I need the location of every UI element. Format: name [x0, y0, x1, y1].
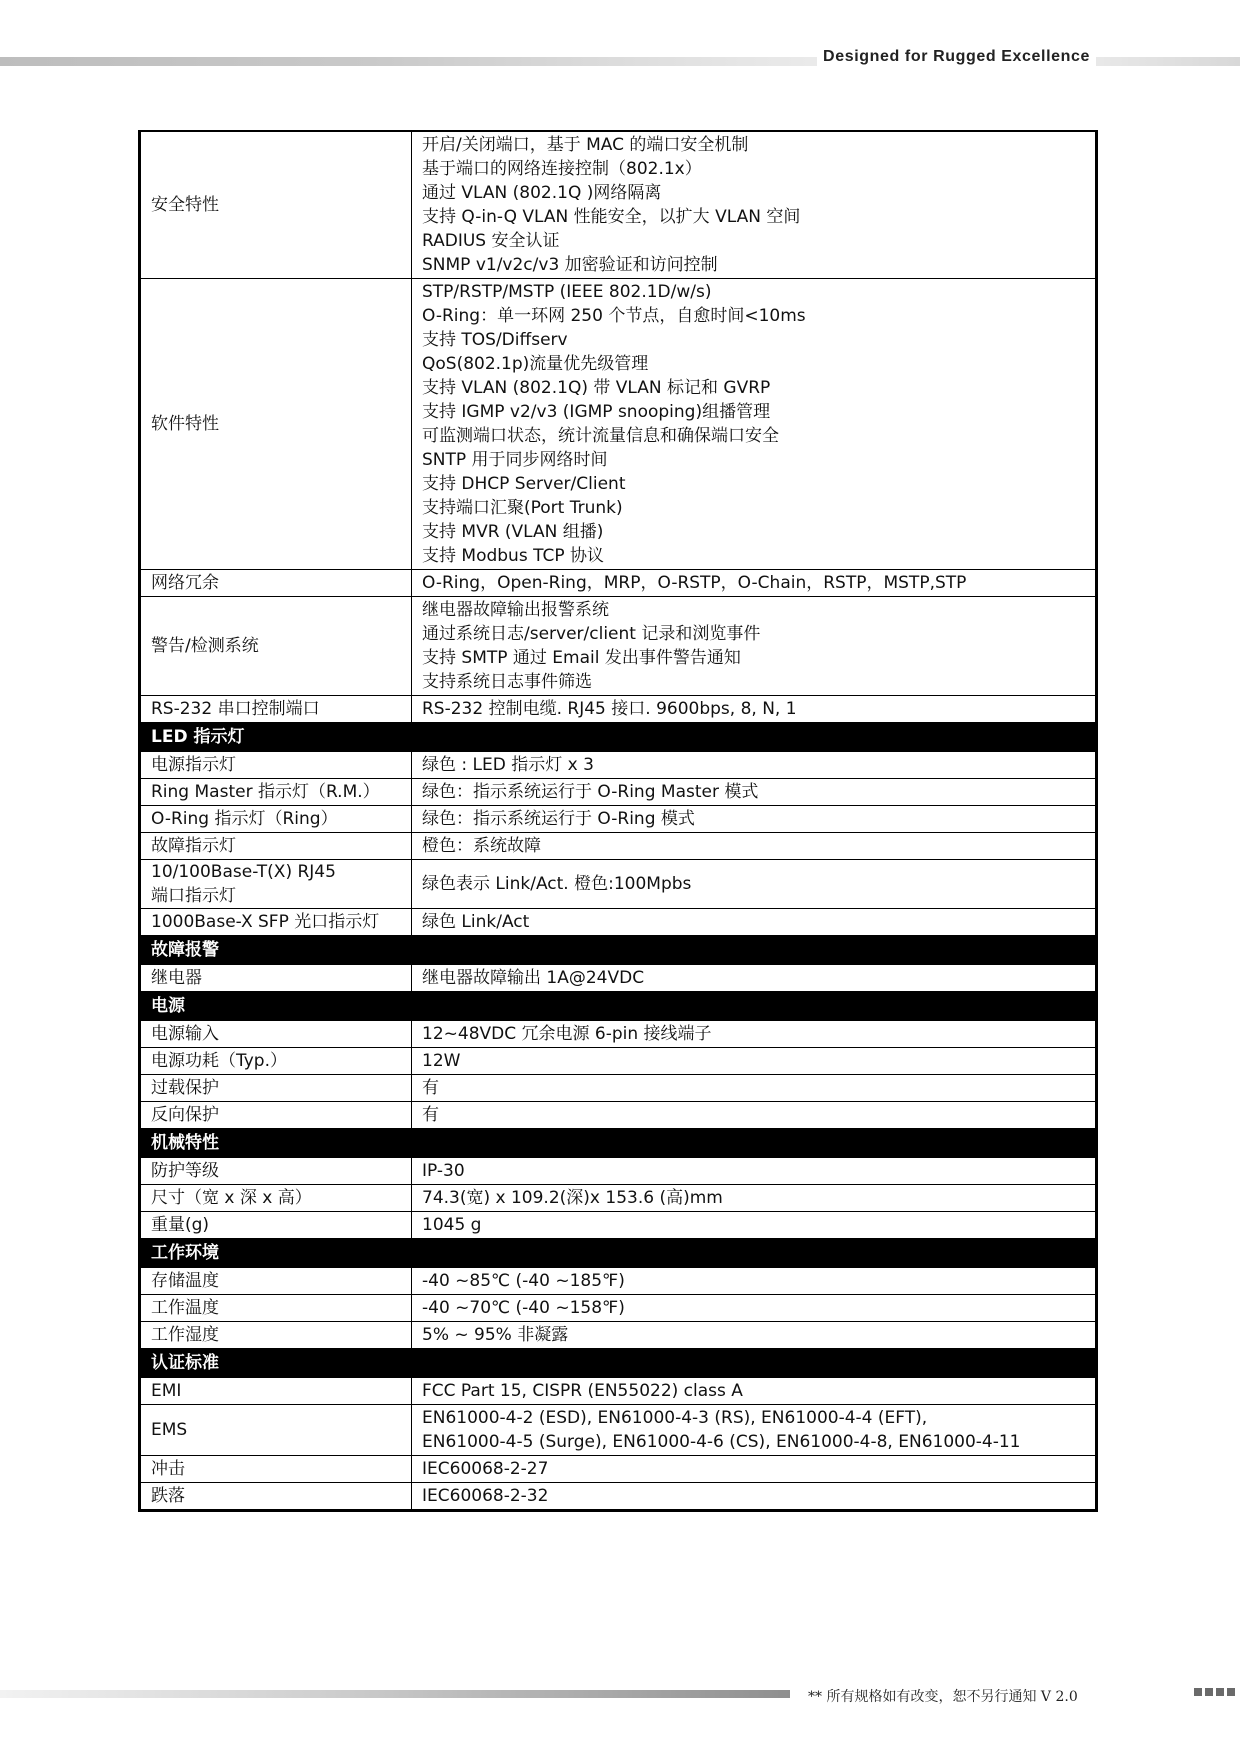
value-line: 可监测端口状态，统计流量信息和确保端口安全: [422, 426, 779, 446]
spec-row: [140, 1322, 1097, 1349]
spec-label: 电源功耗（Typ.）: [140, 1048, 412, 1075]
spec-label: 电源输入: [140, 1021, 412, 1048]
spec-row: [140, 1378, 1097, 1405]
value-line: O-Ring：单一环网 250 个节点，自愈时间<10ms: [422, 306, 806, 326]
spec-label: 网络冗余: [140, 570, 412, 597]
spec-row: [140, 1483, 1097, 1511]
spec-label: 1000Base-X SFP 光口指示灯: [140, 909, 412, 936]
spec-row: [140, 1295, 1097, 1322]
spec-row-software: [140, 279, 1097, 570]
spec-label: EMS: [140, 1405, 412, 1456]
spec-label: 警告/检测系统: [140, 597, 412, 696]
spec-value: FCC Part 15, CISPR (EN55022) class A: [412, 1378, 1097, 1405]
spec-row: [140, 1158, 1097, 1185]
spec-row: [140, 806, 1097, 833]
spec-label: 继电器: [140, 965, 412, 992]
spec-value: 74.3(宽) x 109.2(深)x 153.6 (高)mm: [412, 1185, 1097, 1212]
spec-label: 存储温度: [140, 1268, 412, 1295]
spec-value: 有: [412, 1102, 1097, 1129]
footer-note: ** 所有规格如有改变，恕不另行通知 V 2.0: [808, 1689, 1078, 1705]
spec-label: 尺寸（宽 x 深 x 高）: [140, 1185, 412, 1212]
spec-row: [140, 1212, 1097, 1239]
spec-label: O-Ring 指示灯（Ring）: [140, 806, 412, 833]
value-line: 支持 Q-in-Q VLAN 性能安全，以扩大 VLAN 空间: [422, 207, 801, 227]
section-title: 电源: [140, 992, 1097, 1021]
value-line: 支持 IGMP v2/v3 (IGMP snooping)组播管理: [422, 402, 771, 422]
value-line: 通过系统日志/server/client 记录和浏览事件: [422, 624, 761, 644]
spec-label: Ring Master 指示灯（R.M.）: [140, 779, 412, 806]
footer-squares-decoration: [1194, 1688, 1235, 1696]
spec-value: -40 ~70℃ (-40 ~158℉): [412, 1295, 1097, 1322]
spec-value: IP-30: [412, 1158, 1097, 1185]
value-line: 支持 SMTP 通过 Email 发出事件警告通知: [422, 648, 741, 668]
spec-value: 绿色：指示系统运行于 O-Ring 模式: [412, 806, 1097, 833]
spec-value: 绿色 : LED 指示灯 x 3: [412, 752, 1097, 779]
section-title: 工作环境: [140, 1239, 1097, 1268]
value-line: QoS(802.1p)流量优先级管理: [422, 354, 649, 374]
value-line: RADIUS 安全认证: [422, 231, 560, 251]
section-header-power: [140, 992, 1097, 1021]
spec-label: 防护等级: [140, 1158, 412, 1185]
spec-value: IEC60068-2-32: [412, 1483, 1097, 1511]
value-line: 支持 DHCP Server/Client: [422, 474, 626, 494]
spec-row-redundancy: [140, 570, 1097, 597]
label-line: 端口指示灯: [151, 886, 236, 906]
section-header-fault-alarm: [140, 936, 1097, 965]
spec-row: [140, 1048, 1097, 1075]
value-line: 支持 Modbus TCP 协议: [422, 546, 605, 566]
spec-value: 绿色：指示系统运行于 O-Ring Master 模式: [412, 779, 1097, 806]
spec-label: 重量(g): [140, 1212, 412, 1239]
spec-row: [140, 1102, 1097, 1129]
spec-row: [140, 965, 1097, 992]
value-line: 支持系统日志事件筛选: [422, 672, 592, 692]
value-line: 支持 VLAN (802.1Q) 带 VLAN 标记和 GVRP: [422, 378, 771, 398]
spec-value: 橙色：系统故障: [412, 833, 1097, 860]
spec-row: [140, 909, 1097, 936]
value-line: 支持 TOS/Diffserv: [422, 330, 568, 350]
spec-value: 12~48VDC 冗余电源 6-pin 接线端子: [412, 1021, 1097, 1048]
spec-value: IEC60068-2-27: [412, 1456, 1097, 1483]
spec-value: RS-232 控制电缆. RJ45 接口. 9600bps, 8, N, 1: [412, 696, 1097, 723]
spec-row: [140, 1021, 1097, 1048]
square-icon: [1216, 1688, 1224, 1696]
square-icon: [1194, 1688, 1202, 1696]
section-title: 故障报警: [140, 936, 1097, 965]
spec-row: [140, 1185, 1097, 1212]
spec-label: 软件特性: [140, 279, 412, 570]
label-line: 10/100Base-T(X) RJ45: [151, 862, 336, 882]
value-line: SNMP v1/v2c/v3 加密验证和访问控制: [422, 255, 718, 275]
value-line: 继电器故障输出报警系统: [422, 600, 609, 620]
spec-label: 安全特性: [140, 131, 412, 279]
spec-value: 绿色表示 Link/Act. 橙色:100Mpbs: [412, 860, 1097, 909]
spec-value: [412, 279, 1097, 570]
value-line: 开启/关闭端口，基于 MAC 的端口安全机制: [422, 135, 749, 155]
section-header-led: [140, 723, 1097, 752]
value-line: 支持端口汇聚(Port Trunk): [422, 498, 623, 518]
spec-row: [140, 1075, 1097, 1102]
spec-value: [412, 131, 1097, 279]
spec-value: [412, 1405, 1097, 1456]
spec-value: [412, 597, 1097, 696]
square-icon: [1205, 1688, 1213, 1696]
spec-label: 电源指示灯: [140, 752, 412, 779]
section-header-environment: [140, 1239, 1097, 1268]
section-header-mechanical: [140, 1129, 1097, 1158]
spec-label: 跌落: [140, 1483, 412, 1511]
spec-label: EMI: [140, 1378, 412, 1405]
spec-row-security: [140, 131, 1097, 279]
spec-row-rs232: [140, 696, 1097, 723]
spec-row: [140, 833, 1097, 860]
spec-value: O-Ring，Open-Ring，MRP，O-RSTP，O-Chain，RSTP，MSTP,STP: [412, 570, 1097, 597]
header-tagline: Designed for Rugged Excellence: [817, 48, 1096, 66]
spec-table: [138, 130, 1098, 1512]
spec-label: 反向保护: [140, 1102, 412, 1129]
spec-value: 5% ~ 95% 非凝露: [412, 1322, 1097, 1349]
spec-label: RS-232 串口控制端口: [140, 696, 412, 723]
spec-row: [140, 1456, 1097, 1483]
section-title: 认证标准: [140, 1349, 1097, 1378]
spec-row: [140, 860, 1097, 909]
spec-value: 继电器故障输出 1A@24VDC: [412, 965, 1097, 992]
spec-value: 绿色 Link/Act: [412, 909, 1097, 936]
section-title: 机械特性: [140, 1129, 1097, 1158]
section-header-certification: [140, 1349, 1097, 1378]
value-line: EN61000-4-2 (ESD), EN61000-4-3 (RS), EN61000-4-4 (EFT),: [422, 1408, 928, 1428]
spec-label: 工作湿度: [140, 1322, 412, 1349]
spec-label: 冲击: [140, 1456, 412, 1483]
section-title: LED 指示灯: [140, 723, 1097, 752]
value-line: STP/RSTP/MSTP (IEEE 802.1D/w/s): [422, 282, 712, 302]
spec-value: -40 ~85℃ (-40 ~185℉): [412, 1268, 1097, 1295]
spec-row-alarm-system: [140, 597, 1097, 696]
spec-row: [140, 1405, 1097, 1456]
spec-value: 有: [412, 1075, 1097, 1102]
spec-row: [140, 1268, 1097, 1295]
footer-rule: [0, 1690, 790, 1698]
spec-label: [140, 860, 412, 909]
spec-label: 故障指示灯: [140, 833, 412, 860]
value-line: EN61000-4-5 (Surge), EN61000-4-6 (CS), EN61000-4-8, EN61000-4-11: [422, 1432, 1021, 1452]
value-line: 通过 VLAN (802.1Q )网络隔离: [422, 183, 662, 203]
spec-value: 12W: [412, 1048, 1097, 1075]
spec-row: [140, 779, 1097, 806]
value-line: 支持 MVR (VLAN 组播): [422, 522, 604, 542]
value-line: SNTP 用于同步网络时间: [422, 450, 608, 470]
value-line: 基于端口的网络连接控制（802.1x）: [422, 159, 702, 179]
spec-row: [140, 752, 1097, 779]
square-icon: [1227, 1688, 1235, 1696]
spec-value: 1045 g: [412, 1212, 1097, 1239]
spec-label: 过载保护: [140, 1075, 412, 1102]
spec-label: 工作温度: [140, 1295, 412, 1322]
